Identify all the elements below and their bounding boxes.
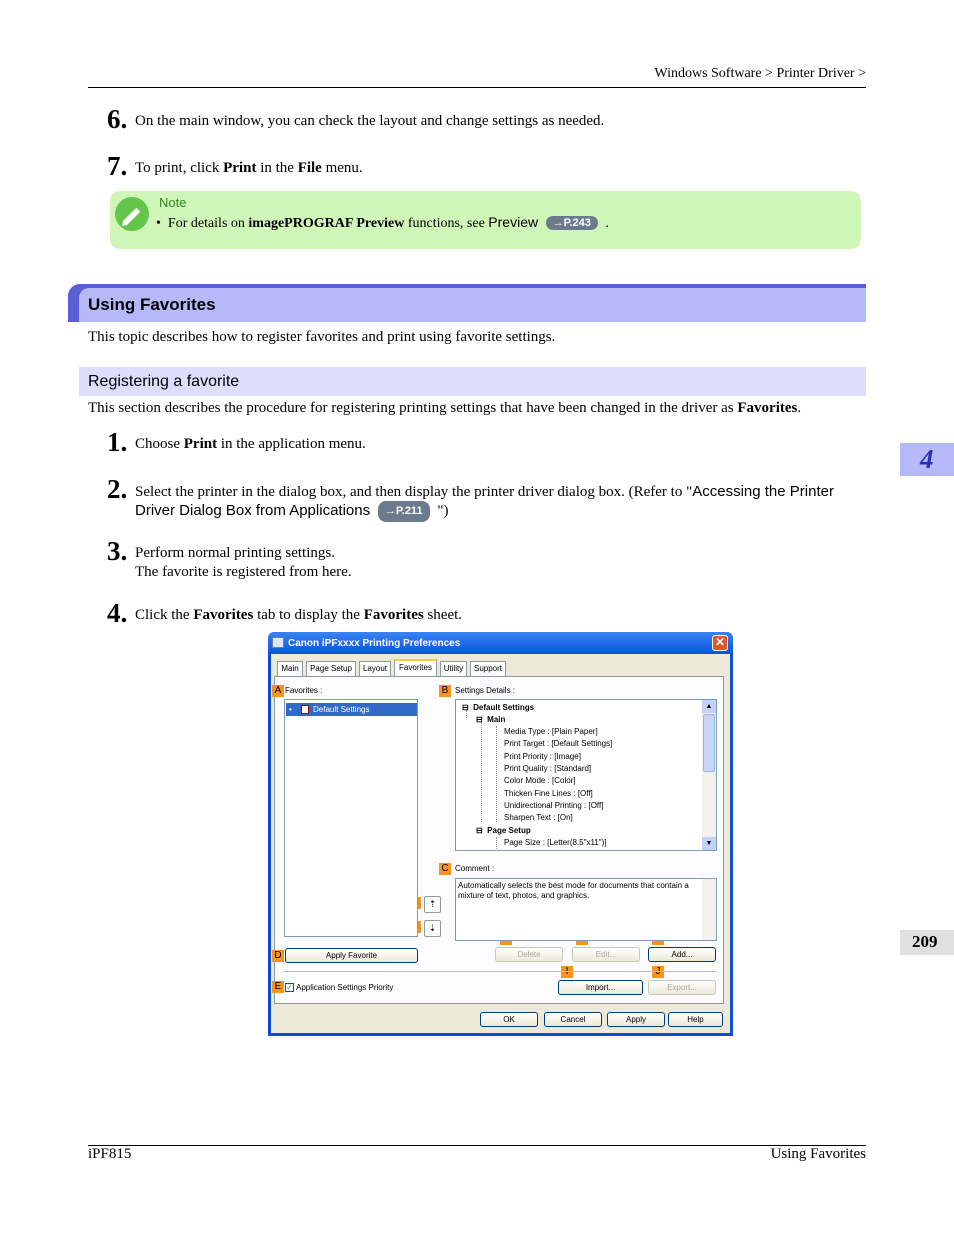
import-button[interactable]: Import... — [558, 980, 643, 995]
ok-button[interactable]: OK — [480, 1012, 538, 1027]
step-text: Perform normal printing settings. — [135, 545, 335, 561]
marker-i — [561, 966, 573, 978]
apply-favorite-button[interactable]: Apply Favorite — [285, 948, 418, 963]
step-text-continued: Driver Dialog Box from Applications →P.211 ") — [135, 501, 448, 522]
accessing-driver-link[interactable]: Accessing the Printer — [692, 483, 834, 500]
tree-leaf: Page Size : [Letter(8.5"x11")] — [504, 838, 607, 847]
favorite-item-default[interactable] — [286, 703, 417, 716]
scrollbar[interactable] — [702, 700, 716, 850]
favorite-item-label: Default Settings — [313, 705, 370, 714]
accessing-driver-link-cont[interactable]: Driver Dialog Box from Applications — [135, 502, 371, 519]
scroll-thumb[interactable] — [703, 714, 715, 772]
comment-box[interactable] — [455, 878, 717, 941]
header-rule — [88, 87, 866, 88]
app-priority-checkbox[interactable]: ✓ — [286, 983, 293, 992]
dialog-body — [271, 654, 730, 1033]
tree-leaf: Print Priority : [Image] — [504, 752, 581, 761]
tree-leaf: Print Quality : [Standard] — [504, 764, 592, 773]
preview-link[interactable]: Preview — [488, 214, 539, 230]
page-number-tab — [900, 930, 954, 955]
section-title: Using Favorites — [88, 295, 216, 314]
marker-e: E — [272, 981, 284, 993]
tab-main[interactable]: Main — [277, 661, 303, 676]
subsection-title: Registering a favorite — [88, 373, 240, 390]
step-text-line2: The favorite is registered from here. — [135, 564, 352, 580]
tree-connector — [496, 726, 497, 822]
footer-model: iPF815 — [88, 1146, 132, 1162]
pencil-icon — [115, 197, 149, 231]
export-button[interactable]: Export... — [648, 980, 716, 995]
cancel-button[interactable]: Cancel — [544, 1012, 602, 1027]
scroll-down-icon[interactable]: ▼ — [702, 837, 716, 850]
step-text: Choose Print in the application menu. — [135, 436, 366, 452]
chapter-number: 4 — [920, 444, 934, 474]
tab-favorites[interactable]: Favorites — [394, 659, 437, 677]
delete-button[interactable]: Delete — [495, 947, 563, 962]
chapter-tab — [900, 443, 954, 476]
add-button[interactable]: Add... — [648, 947, 716, 962]
comment-text: Automatically selects the best mode for documents that contain a mixture of text, photos, and graphics. — [458, 881, 689, 900]
close-icon[interactable]: ✕ — [712, 635, 728, 651]
comment-scrollbar[interactable] — [702, 879, 716, 940]
marker-c: C — [439, 863, 451, 875]
printing-preferences-dialog — [268, 632, 733, 1036]
step-text: Click the Favorites tab to display the Favorites sheet. — [135, 607, 463, 623]
move-up-button[interactable]: ⇡ — [424, 896, 441, 913]
note-title: Note — [159, 195, 187, 210]
marker-d: D — [272, 950, 284, 962]
page-ref-badge[interactable]: →P.211 — [378, 501, 430, 522]
page-number: 209 — [912, 932, 938, 951]
tab-support[interactable]: Support — [470, 661, 506, 676]
tree-leaf: Unidirectional Printing : [Off] — [504, 801, 604, 810]
dialog-titlebar — [268, 632, 733, 654]
step-text: On the main window, you can check the layout and change settings as needed. — [135, 113, 605, 129]
tree-leaf: Media Type : [Plain Paper] — [504, 727, 598, 736]
favorites-label: Favorites : — [285, 686, 323, 695]
tree-connector — [481, 722, 482, 822]
breadcrumb: Windows Software > Printer Driver > — [654, 66, 866, 81]
marker-b: B — [439, 685, 451, 697]
tree-node-page-setup: ⊟ Page Setup — [476, 826, 531, 835]
page-ref-badge[interactable]: →P.243 — [546, 216, 598, 230]
tree-leaf: Color Mode : [Color] — [504, 776, 576, 785]
bullet-icon: • — [289, 705, 292, 714]
help-button[interactable]: Help — [668, 1012, 723, 1027]
subsection-intro: This section describes the procedure for registering printing settings that have been changed in the driver as Favorites. — [88, 400, 802, 416]
settings-details-label: Settings Details : — [455, 686, 516, 695]
document-icon — [301, 705, 309, 714]
note-box — [110, 191, 861, 249]
step-number: 1. — [107, 427, 128, 457]
step-text: To print, click Print in the File menu. — [135, 160, 363, 176]
tree-leaf: Print Target : [Default Settings] — [504, 739, 613, 748]
printer-icon — [272, 637, 284, 648]
expand-icon[interactable]: ⊟ — [476, 715, 483, 724]
expand-icon[interactable]: ⊟ — [476, 826, 483, 835]
expand-icon[interactable]: ⊟ — [462, 703, 469, 712]
marker-j — [652, 966, 664, 978]
tab-page-setup[interactable]: Page Setup — [306, 661, 356, 676]
favorites-list[interactable] — [284, 699, 418, 937]
step-number: 2. — [107, 474, 128, 504]
scroll-up-icon[interactable]: ▲ — [702, 700, 716, 713]
settings-details-tree[interactable] — [455, 699, 717, 851]
tab-utility[interactable]: Utility — [440, 661, 467, 676]
apply-button[interactable]: Apply — [607, 1012, 665, 1027]
move-down-button[interactable]: ⇣ — [424, 920, 441, 937]
dialog-title: Canon iPFxxxx Printing Preferences — [288, 638, 461, 649]
note-text: • For details on imagePROGRAF Preview functions, see Preview →P.243 . — [156, 214, 609, 231]
separator — [283, 971, 717, 972]
edit-button[interactable]: Edit... — [572, 947, 640, 962]
footer-section: Using Favorites — [770, 1146, 866, 1162]
comment-label: Comment : — [455, 864, 495, 873]
tree-leaf: Thicken Fine Lines : [Off] — [504, 789, 593, 798]
tab-layout[interactable]: Layout — [359, 661, 391, 676]
tree-node-default-settings: ⊟ Default Settings — [462, 703, 535, 712]
tree-connector — [496, 837, 497, 851]
tree-leaf: Sharpen Text : [On] — [504, 813, 573, 822]
step-number: 6. — [107, 104, 128, 134]
app-priority-label: Application Settings Priority — [296, 983, 394, 992]
step-text: Select the printer in the dialog box, and then display the printer driver dialog box. (Refer to "Accessing the Printer — [135, 483, 834, 500]
step-number: 4. — [107, 598, 128, 628]
step-number: 7. — [107, 151, 128, 181]
step-number: 3. — [107, 536, 128, 566]
tree-node-main: ⊟ Main — [476, 715, 506, 724]
section-intro: This topic describes how to register favorites and print using favorite settings. — [88, 329, 556, 345]
marker-a: A — [272, 685, 284, 697]
